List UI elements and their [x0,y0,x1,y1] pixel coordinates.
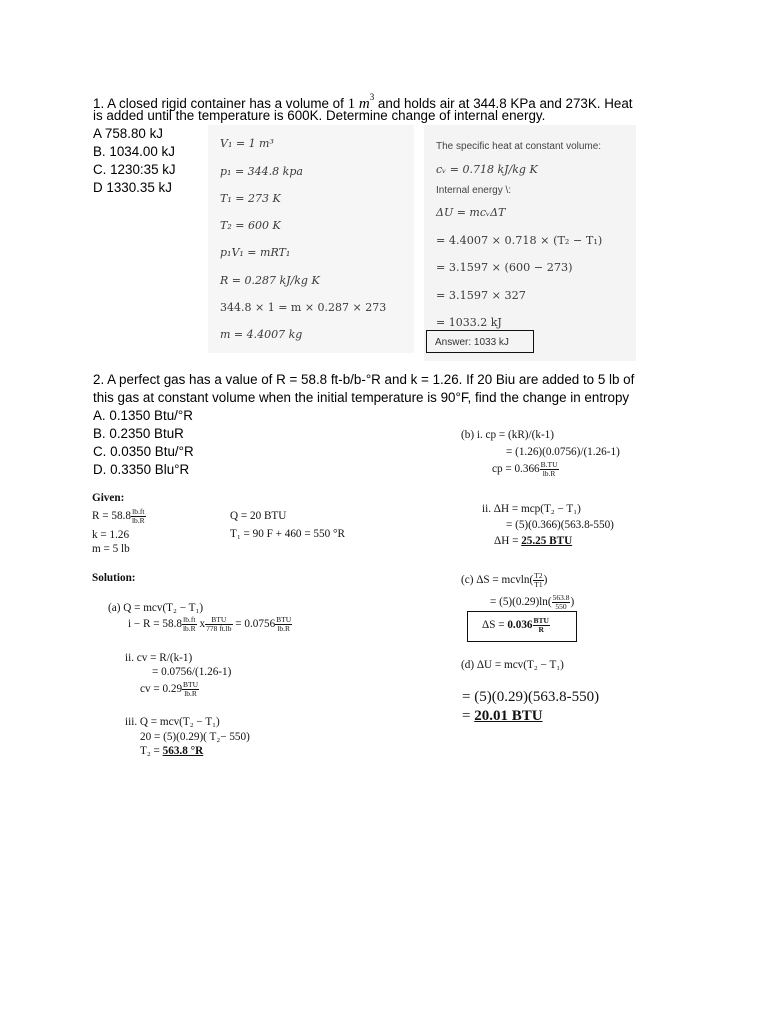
q1-solution-result: = 1033.2 kJ [436,316,502,329]
q2-a-iii-3: T₂ = 563.8 °R [140,745,204,757]
q1-line1-text-a: 1. A closed rigid container has a volume of [93,96,344,111]
q1-given-panel [208,125,414,353]
q2-a-iii-1: iii. Q = mcv(T₂ − T₁) [125,716,220,728]
q2-c-answer: ΔS = 0.036 $\frac{\text{BTU}}{R}$ [482,616,549,634]
q1-given-t1: T₁ = 273 K [220,192,281,205]
q1-solution-du: ΔU = mcᵥΔT [436,206,506,219]
q2-b-i-3: cp = 0.366 $\frac{B.TU}{lb.R}$ [492,460,558,478]
q2-a-ii-2: = 0.0756/(1.26-1) [152,666,232,678]
q2-a-ii-1: ii. cv = R/(k-1) [125,652,193,664]
q1-answer: Answer: 1033 kJ [435,337,509,348]
q1-cv-header: The specific heat at constant volume: [436,141,602,152]
q1-choice-c: C. 1230:35 kJ [93,162,176,177]
q1-solution-step1: = 4.4007 × 0.718 × (T₂ − T₁) [436,234,603,247]
q2-choice-b: B. 0.2350 BtuR [93,426,184,441]
q2-b-ii-1: ii. ΔH = mcp(T₂ − T₁) [482,503,581,515]
q1-given-r: R = 0.287 kJ/kg K [220,274,320,287]
q2-b-ii-3: ΔH = 25.25 BTU [494,535,573,547]
q2-c-2: = (5)(0.29)ln( $\frac{563.8}{550}$ ) [490,593,575,611]
q2-b-i-1: (b) i. cp = (kR)/(k-1) [461,429,554,441]
q1-given-ideal-gas: p₁V₁ = mRT₁ [220,246,291,259]
q2-line2: this gas at constant volume when the initial temperature is 90°F, find the change in entropy [93,390,630,405]
q1-choice-b: B. 1034.00 kJ [93,144,175,159]
q1-given-substitution: 344.8 × 1 = m × 0.287 × 273 [220,301,387,314]
q1-line2: is added until the temperature is 600K. Determine change of internal energy. [93,108,546,123]
q2-given-k: k = 1.26 [92,529,130,541]
q1-given-p1: p₁ = 344.8 kpa [220,165,303,178]
q2-given-t1: T₁ = 90 F + 460 = 550 °R [230,528,345,540]
q2-choice-c: C. 0.0350 Btu/°R [93,444,194,459]
q1-given-t2: T₂ = 600 K [220,219,281,232]
q1-line1-text-b: and holds air at 344.8 KPa and 273K. Heat [377,96,633,111]
q2-choice-d: D. 0.3350 Blu°R [93,462,190,477]
q2-solution-label: Solution: [92,572,136,584]
q2-line1: 2. A perfect gas has a value of R = 58.8 ft-b/b-°R and k = 1.26. If 20 Biu are added to 5 lb of [93,372,635,387]
q2-a-iii-2: 20 = (5)(0.29)( T₂− 550) [140,731,250,743]
q2-c-1: (c) ΔS = mcvln( $\frac{T2}{T1}$ ) [461,571,548,589]
q2-given-q: Q = 20 BTU [230,510,287,522]
q2-d-1: (d) ΔU = mcv(T₂ − T₁) [461,659,564,671]
q2-b-ii-2: = (5)(0.366)(563.8-550) [506,519,614,531]
q1-solution-step3: = 3.1597 × 327 [436,289,526,302]
q2-given-label: Given: [92,492,125,504]
q1-ie-header: Internal energy \: [436,185,512,196]
q1-given-mass: m = 4.4007 kg [220,328,303,341]
q1-given-v1: V₁ = 1 m³ [220,137,274,150]
q1-volume: 1 $m^3$ [347,92,375,112]
q1-solution-step2: = 3.1597 × (600 − 273) [436,261,573,274]
q2-d-2: = (5)(0.29)(563.8-550) [462,689,600,705]
q1-solution-panel [424,125,636,361]
q2-a-ii-3: cv = 0.29 $\frac{\text{BTU}}{lb.R}$ [140,680,199,698]
q2-a-line: (a) Q = mcv(T₂ − T₁) [108,602,204,614]
q1-cv-eq: cᵥ = 0.718 kJ/kg K [436,163,538,176]
q2-given-r: R = 58.8 $\frac{lb.ft}{lb.R}$ [92,507,145,525]
q2-a-i: i − R = 58.8 $\frac{lb.ft}{lb.R}$ x $\frac{\text{BTU}}{778 ft.lb}$ = 0.0756 $\frac{\text{BTU}}{lb.R}$ [128,615,292,633]
q2-b-i-2: = (1.26)(0.0756)/(1.26-1) [506,446,620,458]
q1-choice-d: D 1330.35 kJ [93,180,172,195]
q1-choice-a: A 758.80 kJ [93,126,163,141]
q2-given-m: m = 5 lb [92,543,130,555]
q2-d-3: = 20.01 BTU [462,708,543,724]
q2-choice-a: A. 0.1350 Btu/°R [93,408,193,423]
